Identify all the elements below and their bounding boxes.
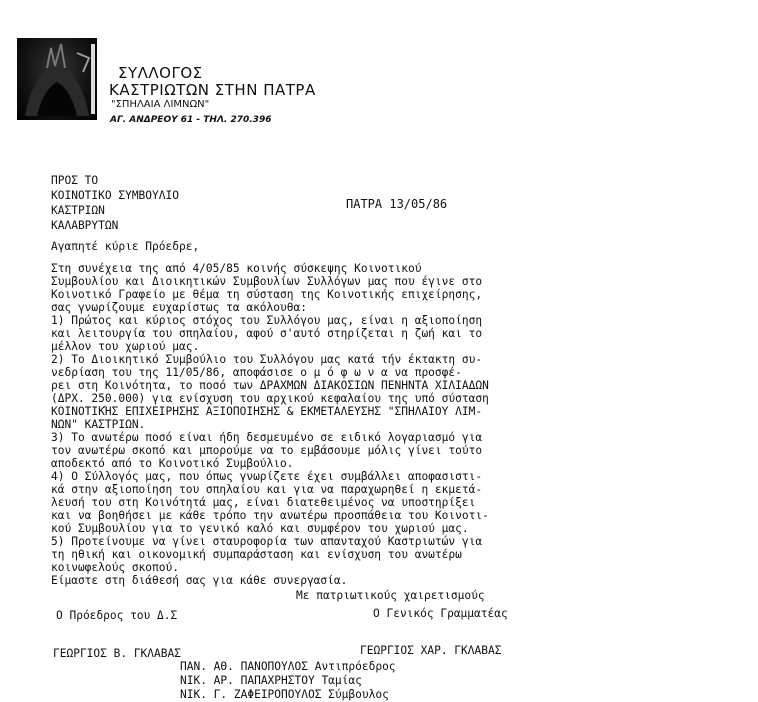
closing-line: Με πατριωτικούς χαιρετισμούς (296, 589, 485, 602)
body-line: κοινωφελούς σκοπού. (51, 561, 179, 574)
body-line: νεδρίαση του της 11/05/86, αποφάσισε ο μ ό φ ω ν α να προσφέ- (51, 366, 462, 379)
org-address: ΑΓ. ΑΝΔΡΕΟΥ 61 - ΤΗΛ. 270.396 (110, 115, 272, 125)
secretary-title: Ο Γενικός Γραμματέας (373, 607, 508, 620)
salutation: Αγαπητέ κύριε Πρόεδρε, (51, 240, 200, 253)
body-line: και να βοηθήσει με κάθε τρόπο την ανωτέρω προσπάθεια του Κοινοτι- (51, 509, 489, 522)
body-line: σας γνωρίζουμε ευχαρίστως τα ακόλουθα: (51, 301, 307, 314)
body-line: και λειτουργία του σπηλαίου, αφού σ'αυτό στηρίζεται η ζωή και το (51, 327, 483, 340)
org-name-line3: "ΣΠΗΛΑΙΑ ΛΙΜΝΩΝ" (111, 99, 210, 110)
recipient-line: ΚΑΛΑΒΡΥΤΩΝ (51, 219, 119, 232)
body-line: 4) Ο Σύλλογός μας, που όπως γνωρίζετε έχει συμβάλλει αποφασιστι- (51, 470, 483, 483)
board-member: ΠΑΝ. ΑΘ. ΠΑΝΟΠΟΥΛΟΣ Αντιπρόεδρος (180, 660, 396, 673)
body-line: Κοινοτικό Γραφείο με θέμα τη σύσταση της Κοινοτικής επιχείρησης, (51, 288, 483, 301)
body-line: Στη συνέχεια της από 4/05/85 κοινής σύσκεψης Κοινοτικού (51, 262, 422, 275)
letter-body (51, 262, 611, 587)
body-line: ΝΩΝ" ΚΑΣΤΡΙΩΝ. (51, 418, 146, 431)
recipient-line: ΠΡΟΣ ΤΟ (51, 174, 99, 187)
secretary-name: ΓΕΩΡΓΙΟΣ ΧΑΡ. ΓΚΛΑΒΑΣ (360, 644, 502, 657)
cave-emblem-icon (17, 38, 97, 120)
body-line: (ΔΡΧ. 250.000) για ενίσχυση του αρχικού κεφαλαίου της υπό σύσταση (51, 392, 489, 405)
body-line: αποδεκτό από το Κοινοτικό Συμβούλιο. (51, 457, 294, 470)
president-title: Ο Πρόεδρος του Δ.Σ (56, 609, 178, 622)
board-member: ΝΙΚ. Γ. ΖΑΦΕΙΡΟΠΟΥΛΟΣ Σύμβουλος (180, 688, 389, 701)
org-name-line1: ΣΥΛΛΟΓΟΣ (118, 64, 203, 82)
board-member: ΝΙΚ. ΑΡ. ΠΑΠΑΧΡΗΣΤΟΥ Ταμίας (180, 674, 362, 687)
president-name: ΓΕΩΡΓΙΟΣ Β. ΓΚΛΑΒΑΣ (53, 647, 181, 660)
body-line: 3) Το ανωτέρω ποσό είναι ήδη δεσμευμένο σε ειδικό λογαριασμό για (51, 431, 483, 444)
body-line: κού Συμβουλίου για το γενικό καλό και συμφέρον του χωριού μας. (51, 522, 469, 535)
body-line: 5) Προτείνουμε να γίνει σταυροφορία των απανταχού Καστριωτών για (51, 535, 483, 548)
body-line: ΚΟΙΝΟΤΙΚΉΣ ΕΠΙΧΕΙΡΗΣΗΣ ΑΞΙΟΠΟΙΗΣΗΣ & ΕΚΜΕΤΑΛΕΥΣΗΣ "ΣΠΗΛΑΙΟΥ ΛΙΜ- (51, 405, 483, 418)
body-line: Είμαστε στη διάθεσή σας για κάθε συνεργασία. (51, 574, 348, 587)
date-line: ΠΑΤΡΑ 13/05/86 (346, 197, 448, 211)
body-line: Συμβουλίου και Διοικητικών Συμβουλίων Συλλόγων μας που έγινε στο (51, 275, 483, 288)
body-line: λευσή του στη Κοινότητά μας, είναι διατεθειμένος να υποστηρίξει (51, 496, 476, 509)
body-line: τη ηθική και οικονομική συμπαράσταση και ενίσχυση του ανωτέρω (51, 548, 462, 561)
body-line: μέλλον του χωριού μας. (51, 340, 200, 353)
body-line: 1) Πρώτος και κύριος στόχος του Συλλόγου μας, είναι η αξιοποίηση (51, 314, 483, 327)
recipient-line: ΚΑΣΤΡΙΩΝ (51, 204, 105, 217)
body-line: κά στην αξιοποίηση του σπηλαίου και για να παραχωρηθεί η εκμετά- (51, 483, 483, 496)
body-line: τον ανωτέρω σκοπό και μπορούμε να το εμβάσουμε μόλις γίνει τούτο (51, 444, 483, 457)
body-line: 2) Το Διοικητικό Συμβούλιο του Συλλόγου μας κατά τήν έκτακτη συ- (51, 353, 483, 366)
association-logo (17, 38, 97, 120)
body-line: ρει στη Κοινότητα, το ποσό των ΔΡΑΧΜΩΝ ΔΙΑΚΟΣΙΩΝ ΠΕΝΗΝΤΑ ΧΙΛΙΑΔΩΝ (51, 379, 489, 392)
recipient-line: ΚΟΙΝΟΤΙΚΟ ΣΥΜΒΟΥΛΙΟ (51, 189, 179, 202)
org-name-line2: ΚΑΣΤΡΙΩΤΩΝ ΣΤΗΝ ΠΑΤΡΑ (109, 81, 316, 99)
